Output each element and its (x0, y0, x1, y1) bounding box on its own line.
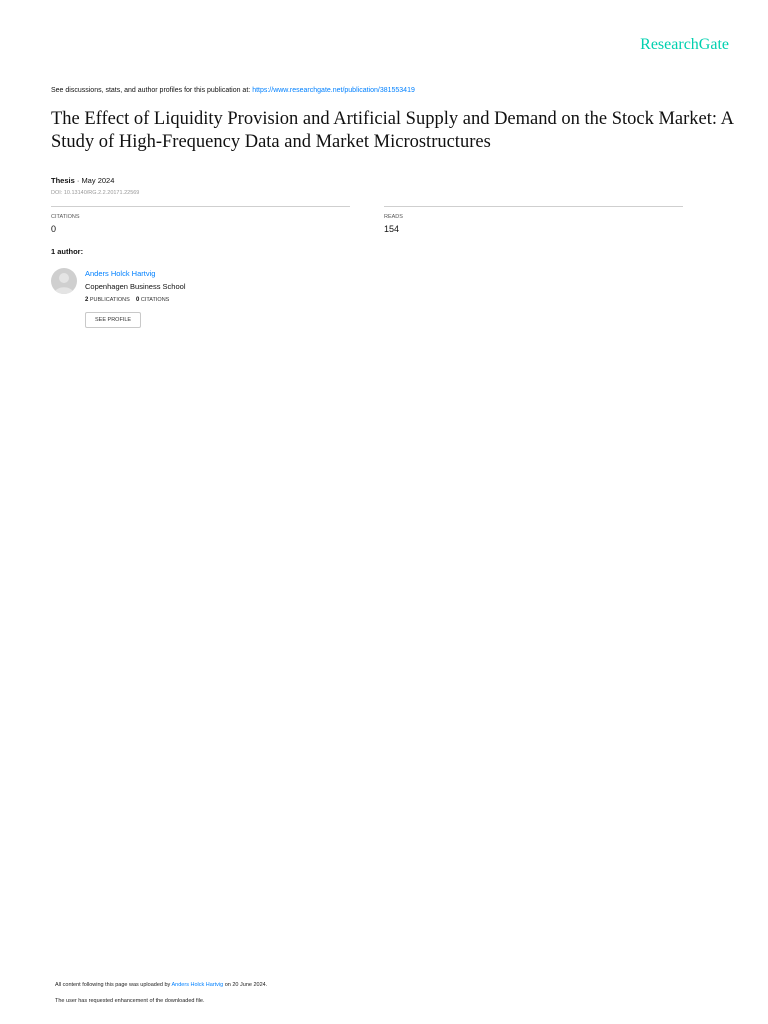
publication-meta (51, 176, 114, 185)
upload-note-suffix: on 20 June 2024. (224, 982, 268, 988)
citations-stat-value: 0 (51, 224, 57, 234)
author-publications-label: PUBLICATIONS (89, 297, 130, 303)
citations-stat (51, 206, 350, 234)
see-profile-button[interactable]: SEE PROFILE (85, 312, 141, 328)
author-citations-label: CITATIONS (140, 297, 170, 303)
reads-stat-value: 154 (384, 224, 400, 234)
meta-separator: · (74, 176, 82, 185)
reads-stat (384, 206, 683, 234)
upload-note (55, 982, 267, 988)
author-name-link[interactable]: Anders Holck Hartvig (85, 269, 156, 278)
person-icon (51, 268, 77, 294)
publication-type: Thesis (51, 176, 75, 185)
author-avatar[interactable] (51, 268, 77, 294)
author-counts (85, 297, 169, 303)
reads-stat-label: READS (384, 214, 403, 220)
publication-title: The Effect of Liquidity Provision and Artificial Supply and Demand on the Stock Market: A Study of High-Frequency Data and Market Microstructures (51, 109, 733, 152)
citations-stat-label: CITATIONS (51, 214, 80, 220)
authors-count: 1 author: (51, 247, 84, 256)
publication-doi[interactable]: DOI: 10.13140/RG.2.2.20171.22569 (51, 190, 140, 196)
author-publications-count: 2 (85, 297, 89, 303)
discussion-line (51, 87, 415, 94)
researchgate-logo[interactable]: ResearchGate (640, 36, 729, 53)
author-affiliation: Copenhagen Business School (85, 282, 186, 291)
uploader-link[interactable]: Anders Holck Hartvig (171, 982, 224, 988)
upload-note-prefix: All content following this page was uploaded by (55, 982, 171, 988)
discussion-prefix: See discussions, stats, and author profiles for this publication at: (51, 87, 251, 94)
author-citations-count: 0 (135, 297, 140, 303)
enhancement-note: The user has requested enhancement of the downloaded file. (55, 998, 205, 1004)
publication-url-link[interactable]: https://www.researchgate.net/publication/381553419 (252, 87, 415, 94)
publication-date: May 2024 (81, 176, 115, 185)
